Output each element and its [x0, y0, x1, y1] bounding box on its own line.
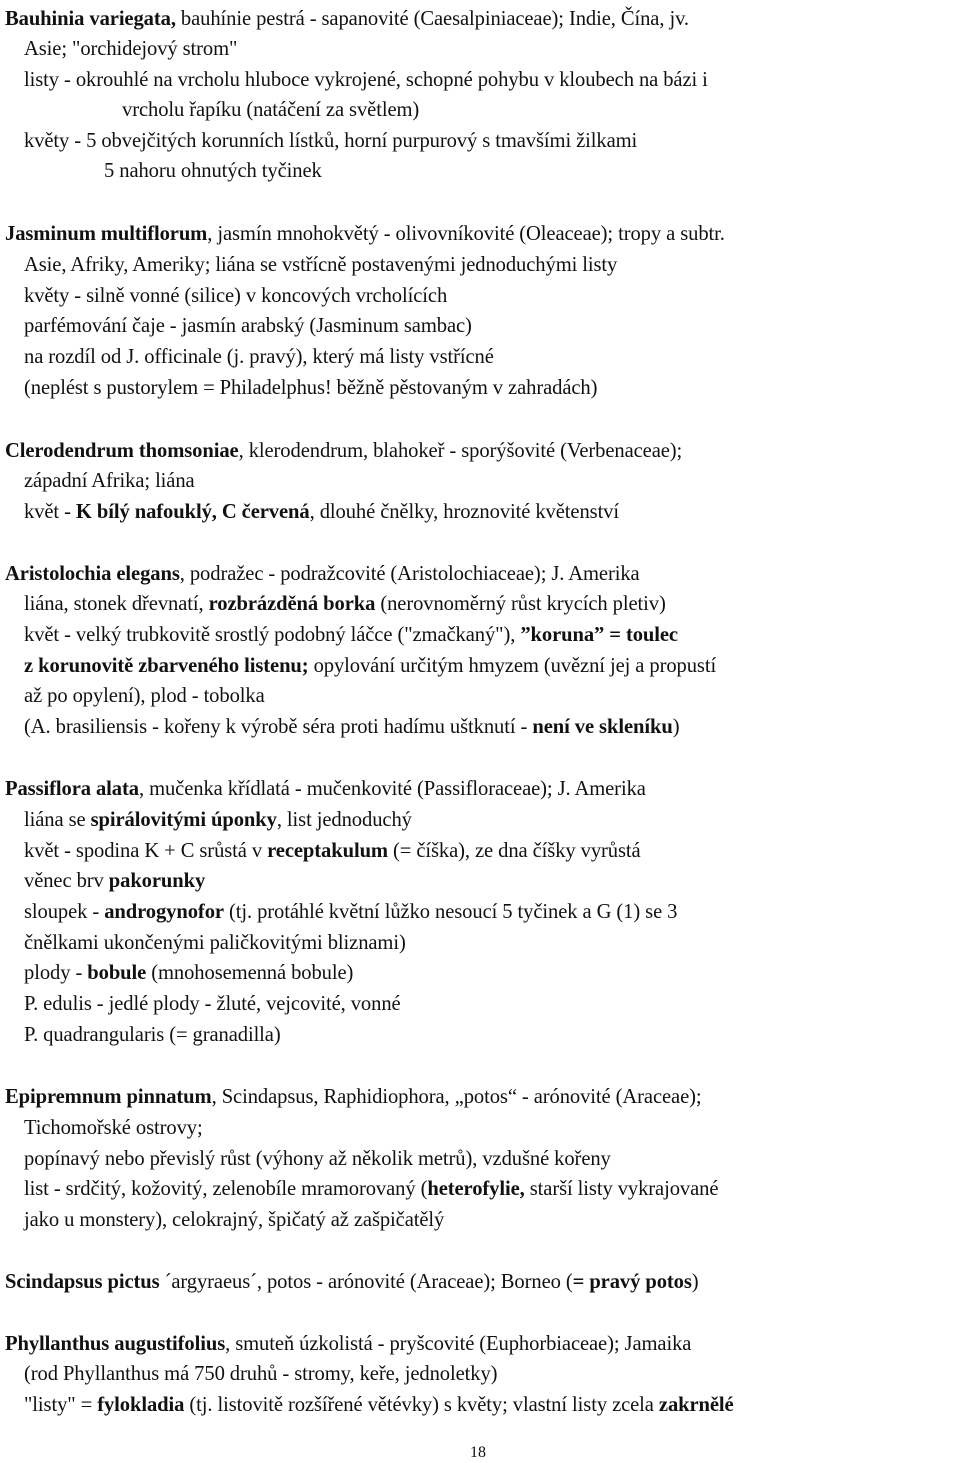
text-segment: , list jednoduchý — [276, 809, 412, 831]
text-segment: (nerovnoměrný růst krycích pletiv) — [375, 593, 666, 615]
text-line-passiflora-quadrangularis — [24, 1023, 281, 1047]
text-segment: květ - — [24, 501, 76, 523]
text-segment: list - srdčitý, kožovitý, zelenobíle mramorovaný ( — [24, 1178, 428, 1200]
text-segment: (= číška), ze dna číšky vyrůstá — [387, 840, 641, 862]
bold-text-segment: z korunovitě zbarveného listenu; — [24, 655, 309, 677]
bold-text-segment: Jasminum multiflorum — [5, 223, 208, 245]
text-segment: až po opylení), plod - tobolka — [24, 685, 265, 707]
text-segment: parfémování čaje - jasmín arabský (Jasminum sambac) — [24, 315, 472, 337]
text-segment: (neplést s pustorylem = Philadelphus! běžně pěstovaným v zahradách) — [24, 377, 598, 399]
bold-text-segment: rozbrázděná borka — [208, 593, 376, 615]
text-segment: ) — [691, 1271, 699, 1293]
text-line-clerodendrum-flower — [24, 500, 619, 524]
text-line-passiflora-column-1 — [24, 900, 677, 924]
text-line-bauhinia-header-1 — [5, 7, 689, 31]
bold-text-segment: není ve skleníku — [532, 716, 673, 738]
bold-text-segment: androgynofor — [104, 901, 224, 923]
bold-text-segment: Bauhinia variegata, — [5, 8, 176, 30]
text-line-jasminum-officinale — [24, 345, 494, 369]
text-line-phyllanthus-genus — [24, 1362, 497, 1386]
text-segment: , mučenka křídlatá - mučenkovité (Passifloraceae); J. Amerika — [138, 778, 646, 800]
text-segment: na rozdíl od J. officinale (j. pravý), který má listy vstřícné — [24, 346, 494, 368]
bold-text-segment: = pravý potos — [572, 1271, 692, 1293]
text-line-aristolochia-brasiliensis — [24, 715, 679, 739]
bold-text-segment: spirálovitými úponky — [90, 809, 277, 831]
bold-text-segment: Passiflora alata — [5, 778, 139, 800]
text-line-clerodendrum-header-1 — [5, 439, 682, 463]
text-line-passiflora-flower-1 — [24, 839, 641, 863]
page-number: 18 — [470, 1444, 486, 1461]
text-segment: květy - silně vonné (silice) v koncových vrcholících — [24, 285, 448, 307]
text-line-aristolochia-flower-3 — [24, 684, 265, 708]
text-segment: bauhínie pestrá - sapanovité (Caesalpiniaceae); Indie, Čína, jv. — [175, 8, 689, 30]
text-line-epipremnum-header-1 — [5, 1085, 702, 1109]
text-line-scindapsus-header — [5, 1270, 699, 1294]
bold-text-segment: fylokladia — [97, 1394, 185, 1416]
text-line-clerodendrum-header-2 — [24, 469, 195, 493]
text-segment: , podražec - podražcovité (Aristolochiaceae); J. Amerika — [179, 563, 640, 585]
text-line-passiflora-edulis — [24, 992, 401, 1016]
text-line-epipremnum-leaf-1 — [24, 1177, 718, 1201]
bold-text-segment: Aristolochia elegans — [5, 563, 180, 585]
text-line-epipremnum-header-2 — [24, 1116, 203, 1140]
text-line-bauhinia-leaves-2 — [122, 98, 419, 122]
text-line-passiflora-fruits — [24, 961, 353, 985]
text-segment: květ - velký trubkovitě srostlý podobný láčce ("zmačkaný"), — [24, 624, 521, 646]
text-line-phyllanthus-phylloclades — [24, 1393, 734, 1417]
text-segment: (A. brasiliensis - kořeny k výrobě séra proti hadímu uštknutí - — [24, 716, 533, 738]
text-segment: Asie, Afriky, Ameriky; liána se vstřícně postavenými jednoduchými listy — [24, 254, 618, 276]
text-line-aristolochia-flower-1 — [24, 623, 678, 647]
text-segment: liána se — [24, 809, 91, 831]
text-line-jasminum-header-1 — [5, 222, 725, 246]
bold-text-segment: Clerodendrum thomsoniae — [5, 440, 239, 462]
text-segment: P. edulis - jedlé plody - žluté, vejcovité, vonné — [24, 993, 401, 1015]
text-segment: starší listy vykrajované — [524, 1178, 719, 1200]
bold-text-segment: zakrnělé — [658, 1394, 734, 1416]
text-line-jasminum-header-2 — [24, 253, 617, 277]
text-line-jasminum-flowers — [24, 284, 447, 308]
text-segment: , Scindapsus, Raphidiophora, „potos“ - arónovité (Araceae); — [211, 1086, 702, 1108]
text-segment: jako u monstery), celokrajný, špičatý až zašpičatělý — [24, 1209, 445, 1231]
text-segment: (tj. protáhlé květní lůžko nesoucí 5 tyčinek a G (1) se 3 — [223, 901, 678, 923]
text-segment: 5 nahoru ohnutých tyčinek — [104, 160, 322, 182]
text-line-passiflora-tendrils — [24, 808, 412, 832]
text-segment: sloupek - — [24, 901, 105, 923]
text-segment: (tj. listovitě rozšířené větévky) s květy; vlastní listy zcela — [184, 1394, 659, 1416]
text-line-epipremnum-growth — [24, 1147, 611, 1171]
text-line-passiflora-header — [5, 777, 646, 801]
text-segment: , dlouhé čnělky, hroznovité květenství — [309, 501, 620, 523]
text-segment: listy - okrouhlé na vrcholu hluboce vykrojené, schopné pohybu v kloubech na bázi i — [24, 69, 708, 91]
text-segment: , klerodendrum, blahokeř - sporýšovité (Verbenaceae); — [238, 440, 683, 462]
text-segment: květ - spodina K + C srůstá v — [24, 840, 268, 862]
text-line-aristolochia-stem — [24, 592, 666, 616]
bold-text-segment: Phyllanthus augustifolius — [5, 1333, 226, 1355]
text-line-jasminum-philadelphus — [24, 376, 597, 400]
text-segment: ) — [672, 716, 680, 738]
bold-text-segment: ”koruna” = toulec — [520, 624, 678, 646]
bold-text-segment: Scindapsus pictus — [5, 1271, 160, 1293]
text-line-aristolochia-header — [5, 562, 640, 586]
text-segment: "listy" = — [24, 1394, 98, 1416]
text-segment: (rod Phyllanthus má 750 druhů - stromy, keře, jednoletky) — [24, 1363, 498, 1385]
text-line-bauhinia-leaves-1 — [24, 68, 708, 92]
text-line-bauhinia-flowers-1 — [24, 129, 637, 153]
bold-text-segment: K bílý nafouklý, C červená — [75, 501, 310, 523]
text-line-bauhinia-flowers-2 — [104, 159, 322, 183]
text-segment: opylování určitým hmyzem (uvězní jej a propustí — [308, 655, 717, 677]
text-segment: , jasmín mnohokvětý - olivovníkovité (Oleaceae); tropy a subtr. — [207, 223, 725, 245]
text-segment: věnec brv — [24, 870, 109, 892]
text-segment: plody - — [24, 962, 88, 984]
text-segment: západní Afrika; liána — [24, 470, 195, 492]
text-segment: P. quadrangularis (= granadilla) — [24, 1024, 281, 1046]
text-line-bauhinia-header-2 — [24, 37, 237, 61]
text-segment: vrcholu řapíku (natáčení za světlem) — [122, 99, 420, 121]
text-line-passiflora-column-2 — [24, 931, 406, 955]
text-segment: liána, stonek dřevnatí, — [24, 593, 209, 615]
text-segment: Asie; "orchidejový strom" — [24, 38, 238, 60]
bold-text-segment: pakorunky — [108, 870, 206, 892]
bold-text-segment: heterofylie, — [427, 1178, 525, 1200]
text-line-passiflora-flower-2 — [24, 869, 205, 893]
text-line-aristolochia-flower-2 — [24, 654, 716, 678]
text-segment: , smuteň úzkolistá - pryšcovité (Euphorbiaceae); Jamaika — [225, 1333, 692, 1355]
bold-text-segment: Epipremnum pinnatum — [5, 1086, 212, 1108]
text-segment: (mnohosemenná bobule) — [146, 962, 354, 984]
text-segment: květy - 5 obvejčitých korunních lístků, horní purpurový s tmavšími žilkami — [24, 130, 638, 152]
text-segment: čnělkami ukončenými paličkovitými bliznami) — [24, 932, 406, 954]
text-segment: Tichomořské ostrovy; — [24, 1117, 203, 1139]
bold-text-segment: bobule — [87, 962, 147, 984]
text-segment: popínavý nebo převislý růst (výhony až několik metrů), vzdušné kořeny — [24, 1148, 611, 1170]
bold-text-segment: receptakulum — [267, 840, 388, 862]
text-segment: ´argyraeus´, potos - arónovité (Araceae); Borneo ( — [159, 1271, 573, 1293]
text-line-jasminum-tea — [24, 314, 472, 338]
text-line-phyllanthus-header — [5, 1332, 691, 1356]
text-line-epipremnum-leaf-2 — [24, 1208, 444, 1232]
